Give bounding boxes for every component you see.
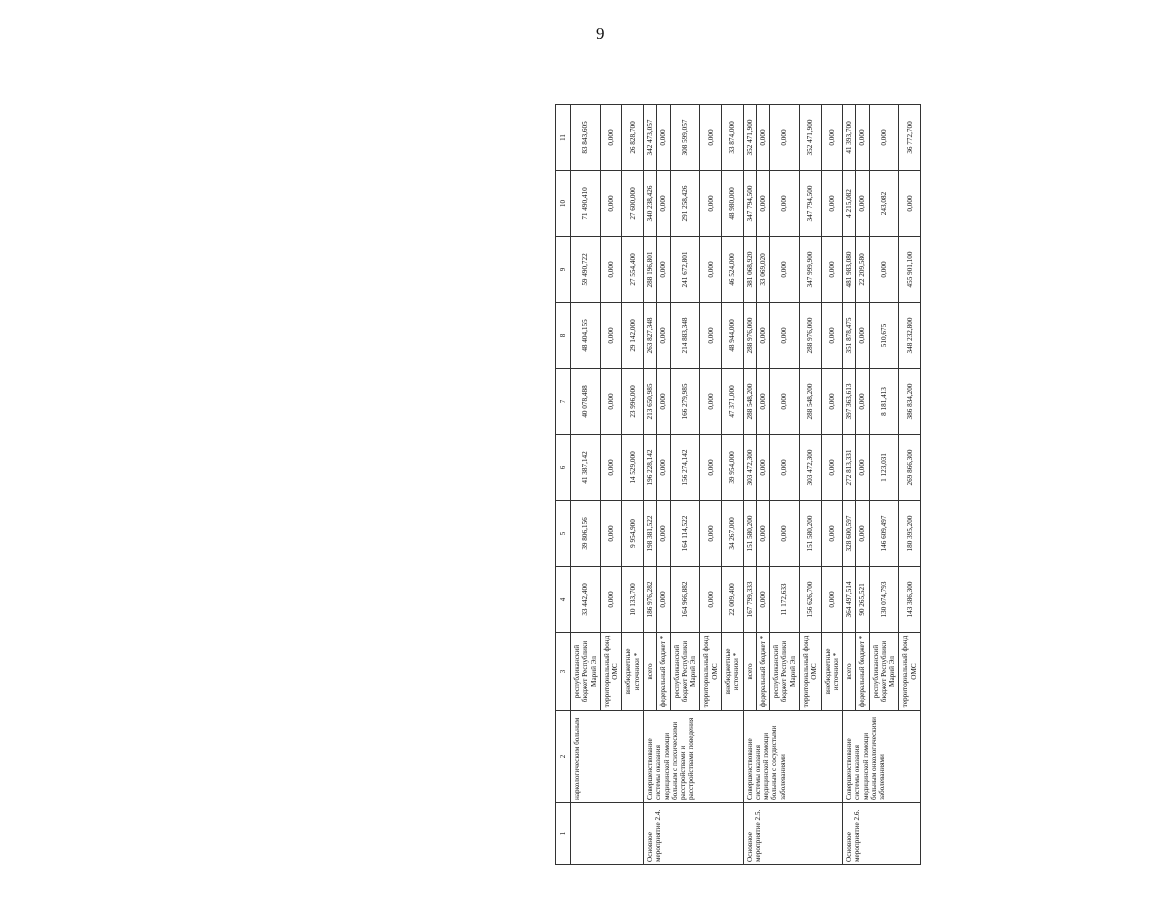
value-cell: 0,000 [770,501,800,567]
value-cell: 340 238,426 [644,171,657,237]
value-cell: 213 650,985 [644,369,657,435]
value-cell: 59 490,722 [571,237,601,303]
value-cell: 0,000 [856,171,869,237]
header-cell: 11 [556,105,571,171]
description-cell: Совершенствование системы оказания медицинской помощи больным с сосудистыми заболеваниями [743,711,843,803]
value-cell: 0,000 [756,171,769,237]
value-cell: 0,000 [700,303,722,369]
value-cell: 0,000 [657,105,670,171]
value-cell: 352 471,900 [799,105,821,171]
value-cell: 351 878,475 [843,303,856,369]
funding-source-cell: внебюджетные источники * [821,633,843,711]
funding-source-cell: территориальный фонд ОМС [899,633,921,711]
value-cell: 156 274,142 [670,435,700,501]
value-cell: 0,000 [657,303,670,369]
value-cell: 347 794,500 [799,171,821,237]
value-cell: 291 258,426 [670,171,700,237]
page-number: 9 [596,24,605,43]
value-cell: 198 381,522 [644,501,657,567]
value-cell: 0,000 [821,369,843,435]
value-cell: 0,000 [657,369,670,435]
value-cell: 348 232,800 [899,303,921,369]
rotated-table-wrapper [555,105,1155,865]
value-cell: 0,000 [856,501,869,567]
value-cell: 0,000 [600,237,622,303]
value-cell: 0,000 [756,303,769,369]
value-cell: 83 843,605 [571,105,601,171]
value-cell: 0,000 [821,105,843,171]
funding-source-cell: федеральный бюджет * [756,633,769,711]
value-cell: 352 471,900 [743,105,756,171]
value-cell: 196 228,142 [644,435,657,501]
value-cell: 167 799,333 [743,567,756,633]
value-cell: 288 548,200 [743,369,756,435]
description-cell: наркологическим больным [571,711,644,803]
value-cell: 303 472,300 [743,435,756,501]
value-cell: 0,000 [869,105,899,171]
value-cell: 39 806,156 [571,501,601,567]
value-cell: 0,000 [600,435,622,501]
value-cell: 40 078,488 [571,369,601,435]
value-cell: 9 954,900 [622,501,644,567]
funding-source-cell: республиканский бюджет Республики Марий Эл [869,633,899,711]
value-cell: 0,000 [770,369,800,435]
value-cell: 36 772,700 [899,105,921,171]
value-cell: 0,000 [756,501,769,567]
value-cell: 47 371,000 [721,369,743,435]
funding-source-cell: внебюджетные источники * [622,633,644,711]
funding-source-cell: территориальный фонд ОМС [700,633,722,711]
table-body [556,105,921,865]
value-cell: 288 976,000 [743,303,756,369]
value-cell: 263 827,348 [644,303,657,369]
value-cell: 510,675 [869,303,899,369]
value-cell: 397 363,613 [843,369,856,435]
financing-table [555,104,921,865]
value-cell: 0,000 [770,435,800,501]
value-cell: 0,000 [770,105,800,171]
value-cell: 455 901,100 [899,237,921,303]
value-cell: 0,000 [756,435,769,501]
value-cell: 243,082 [869,171,899,237]
value-cell: 288 976,000 [799,303,821,369]
value-cell: 288 196,801 [644,237,657,303]
value-cell: 46 524,000 [721,237,743,303]
table-row [843,105,856,865]
value-cell: 0,000 [770,303,800,369]
value-cell: 26 828,700 [622,105,644,171]
value-cell: 303 472,300 [799,435,821,501]
value-cell: 27 554,400 [622,237,644,303]
table-row [571,105,601,865]
value-cell: 0,000 [600,105,622,171]
header-cell: 7 [556,369,571,435]
table-row [743,105,756,865]
value-cell: 22 209,580 [856,237,869,303]
value-cell: 0,000 [600,567,622,633]
header-cell: 5 [556,501,571,567]
value-cell: 41 393,700 [843,105,856,171]
value-cell: 156 626,700 [799,567,821,633]
value-cell: 308 599,057 [670,105,700,171]
event-cell [571,803,644,865]
value-cell: 180 395,200 [899,501,921,567]
funding-source-cell: федеральный бюджет * [856,633,869,711]
value-cell: 0,000 [657,237,670,303]
value-cell: 269 866,300 [899,435,921,501]
value-cell: 23 996,000 [622,369,644,435]
value-cell: 130 074,793 [869,567,899,633]
event-cell: Основное мероприятие 2.6. [843,803,921,865]
value-cell: 29 142,000 [622,303,644,369]
value-cell: 0,000 [700,237,722,303]
header-cell: 1 [556,803,571,865]
value-cell: 364 497,514 [843,567,856,633]
value-cell: 0,000 [756,105,769,171]
value-cell: 0,000 [657,501,670,567]
value-cell: 241 672,801 [670,237,700,303]
table-row [644,105,657,865]
value-cell: 0,000 [700,171,722,237]
value-cell: 39 954,000 [721,435,743,501]
value-cell: 48 944,000 [721,303,743,369]
header-cell: 4 [556,567,571,633]
value-cell: 143 386,300 [899,567,921,633]
value-cell: 0,000 [821,303,843,369]
value-cell: 272 813,331 [843,435,856,501]
value-cell: 0,000 [657,567,670,633]
value-cell: 0,000 [821,501,843,567]
value-cell: 0,000 [700,501,722,567]
value-cell: 0,000 [700,567,722,633]
value-cell: 347 999,900 [799,237,821,303]
value-cell: 166 279,985 [670,369,700,435]
value-cell: 0,000 [869,237,899,303]
value-cell: 34 267,000 [721,501,743,567]
value-cell: 0,000 [821,237,843,303]
value-cell: 0,000 [756,369,769,435]
event-cell: Основное мероприятие 2.5. [743,803,843,865]
header-row [556,105,571,865]
value-cell: 381 068,920 [743,237,756,303]
funding-source-cell: республиканский бюджет Республики Марий Эл [571,633,601,711]
value-cell: 0,000 [756,567,769,633]
value-cell: 0,000 [600,501,622,567]
value-cell: 8 181,413 [869,369,899,435]
value-cell: 0,000 [700,369,722,435]
header-cell: 9 [556,237,571,303]
header-cell: 6 [556,435,571,501]
funding-source-cell: внебюджетные источники * [721,633,743,711]
value-cell: 0,000 [770,237,800,303]
header-cell: 2 [556,711,571,803]
funding-source-cell: федеральный бюджет * [657,633,670,711]
funding-source-cell: республиканский бюджет Республики Марий Эл [770,633,800,711]
value-cell: 151 580,200 [743,501,756,567]
value-cell: 164 114,522 [670,501,700,567]
funding-source-cell: всего [843,633,856,711]
value-cell: 0,000 [700,435,722,501]
value-cell: 48 980,000 [721,171,743,237]
funding-source-cell: территориальный фонд ОМС [600,633,622,711]
value-cell: 90 265,521 [856,567,869,633]
value-cell: 186 976,282 [644,567,657,633]
value-cell: 27 600,000 [622,171,644,237]
value-cell: 342 473,057 [644,105,657,171]
value-cell: 0,000 [770,171,800,237]
value-cell: 164 966,882 [670,567,700,633]
funding-source-cell: всего [644,633,657,711]
value-cell: 0,000 [856,105,869,171]
value-cell: 151 580,200 [799,501,821,567]
value-cell: 0,000 [657,171,670,237]
funding-source-cell: республиканский бюджет Республики Марий Эл [670,633,700,711]
value-cell: 48 404,155 [571,303,601,369]
value-cell: 10 133,700 [622,567,644,633]
value-cell: 0,000 [821,435,843,501]
value-cell: 0,000 [600,369,622,435]
description-cell: Совершенствование системы оказания медицинской помощи больным онкологическими заболеваниями [843,711,921,803]
value-cell: 33 874,000 [721,105,743,171]
header-cell: 3 [556,633,571,711]
value-cell: 214 883,348 [670,303,700,369]
value-cell: 288 548,200 [799,369,821,435]
value-cell: 41 387,142 [571,435,601,501]
value-cell: 328 600,597 [843,501,856,567]
funding-source-cell: территориальный фонд ОМС [799,633,821,711]
value-cell: 386 834,200 [899,369,921,435]
value-cell: 0,000 [856,435,869,501]
value-cell: 481 983,080 [843,237,856,303]
value-cell: 1 123,031 [869,435,899,501]
funding-source-cell: всего [743,633,756,711]
value-cell: 347 794,500 [743,171,756,237]
value-cell: 0,000 [657,435,670,501]
value-cell: 0,000 [600,171,622,237]
value-cell: 146 609,497 [869,501,899,567]
value-cell: 0,000 [600,303,622,369]
value-cell: 33 069,020 [756,237,769,303]
value-cell: 0,000 [821,567,843,633]
header-cell: 10 [556,171,571,237]
value-cell: 0,000 [899,171,921,237]
value-cell: 0,000 [856,369,869,435]
header-cell: 8 [556,303,571,369]
value-cell: 14 529,000 [622,435,644,501]
event-cell: Основное мероприятие 2.4. [644,803,744,865]
value-cell: 0,000 [856,303,869,369]
value-cell: 0,000 [821,171,843,237]
value-cell: 4 215,082 [843,171,856,237]
description-cell: Совершенствование системы оказания медицинской помощи больным с психическими расстройствами и расстройствами поведения [644,711,744,803]
value-cell: 71 490,410 [571,171,601,237]
value-cell: 0,000 [700,105,722,171]
value-cell: 22 009,400 [721,567,743,633]
value-cell: 11 172,633 [770,567,800,633]
value-cell: 33 442,400 [571,567,601,633]
